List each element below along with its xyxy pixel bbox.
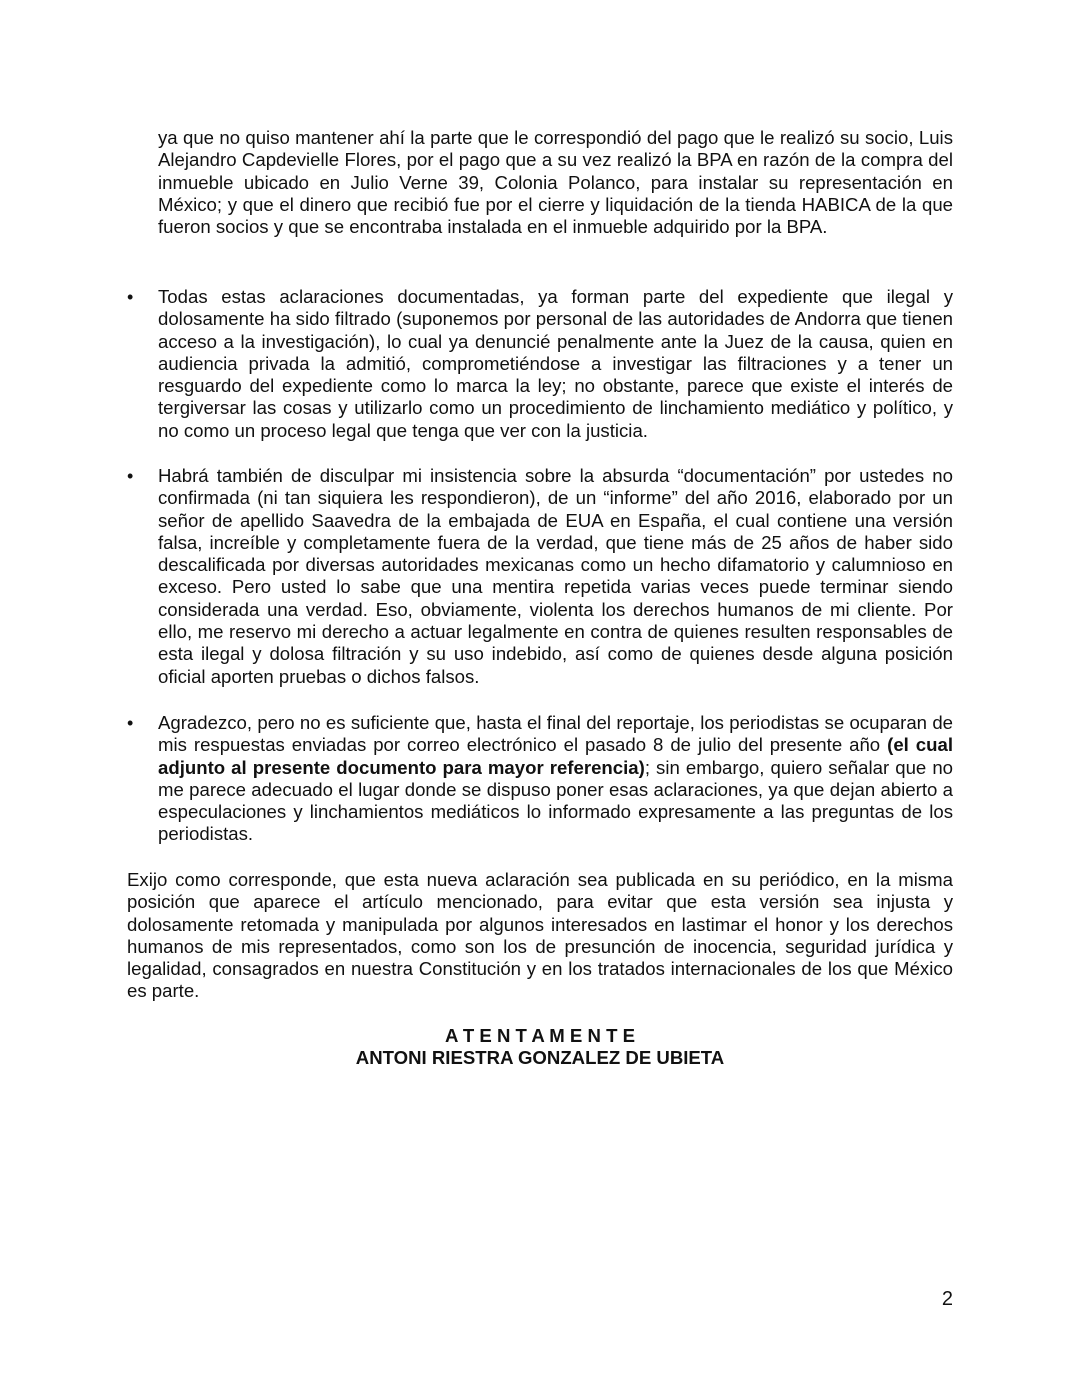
bullet-marker: • [127,466,134,486]
bullet-text [158,712,953,846]
bullet-marker: • [127,287,134,307]
bullet-item-filtracion [127,286,953,442]
continuation-paragraph: ya que no quiso mantener ahí la parte que le correspondió del pago que le realizó su socio, Luis Alejandro Capdevielle Flores, por el pago que a su vez realizó la BPA en razón de la compra del inmueble ubicado en Julio Verne 39, Colonia Polanco, para instalar su representación en México; y que el dinero que recibió fue por el cierre y liquidación de la tienda HABICA de la que fueron socios y que se encontraba instalada en el inmueble adquirido por la BPA. [158,127,953,238]
signature-name: ANTONI RIESTRA GONZALEZ DE UBIETA [355,1047,725,1068]
bullet-text-bold: (el cual adjunto al presente documento para mayor referencia) [158,734,953,778]
bullet-item-informe [127,465,953,688]
bullet-item-respuestas [127,712,953,846]
closing-paragraph: Exijo como corresponde, que esta nueva aclaración sea publicada en su periódico, en la misma posición que aparece el artículo mencionado, para evitar que esta versión sea injusta y dolosamente retomada y manipulada por algunos interesados en lastimar el honor y los derechos humanos de mis representados, como son los de presunción de inocencia, seguridad jurídica y legalidad, consagrados en nuestra Constitución y en los tratados internacionales de los que México es parte. [127,869,953,1002]
page-number: 2 [941,1288,953,1310]
bullet-text: Habrá también de disculpar mi insistencia sobre la absurda “documentación” por ustedes no confirmada (ni tan siquiera les respondieron), de un “informe” del año 2016, elaborado por un señor de apellido Saavedra de la embajada de EUA en España, el cual contiene una versión falsa, increíble y completamente fuera de la verdad, que tiene más de 25 años de haber sido descalificada por diversas autoridades mexicanas como un hecho difamatorio y calumnioso en exceso. Pero usted lo sabe que una mentira repetida varias veces puede terminar siendo considerada una verdad. Eso, obviamente, violenta los derechos humanos de mi cliente. Por ello, me reservo mi derecho a actuar legalmente en contra de quienes resulten responsables de esta ilegal y dolosa filtración y su uso indebido, así como de quienes desde alguna posición oficial aporten pruebas o dichos falsos. [158,465,953,687]
bullet-text-after: ; sin embargo, quiero señalar que no me parece adecuado el lugar donde se dispuso poner esas aclaraciones, ya que dejan abierto a especulaciones y linchamientos mediáticos lo informado expresamente a las preguntas de los periodistas. [158,756,953,845]
bullet-text: Todas estas aclaraciones documentadas, ya forman parte del expediente que ilegal y dolosamente ha sido filtrado (suponemos por personal de las autoridades de Andorra que tienen acceso a la investigación), lo cual ya denuncié penalmente ante la Juez de la causa, quien en audiencia privada la admitió, comprometiéndose a investigar las filtraciones y a tener un resguardo del expediente como lo marca la ley; no obstante, parece que existe el interés de tergiversar las cosas y utilizarlo como un procedimiento de linchamiento mediático y político, y no como un proceso legal que tenga que ver con la justicia. [158,286,953,441]
bullet-marker: • [127,713,134,733]
bullet-text-before: Agradezco, pero no es suficiente que, hasta el final del reportaje, los periodistas se ocuparan de mis respuestas enviadas por correo electrónico el pasado 8 de julio del presente año [158,712,953,756]
signature-salutation: A T E N T A M E N T E [444,1025,636,1046]
